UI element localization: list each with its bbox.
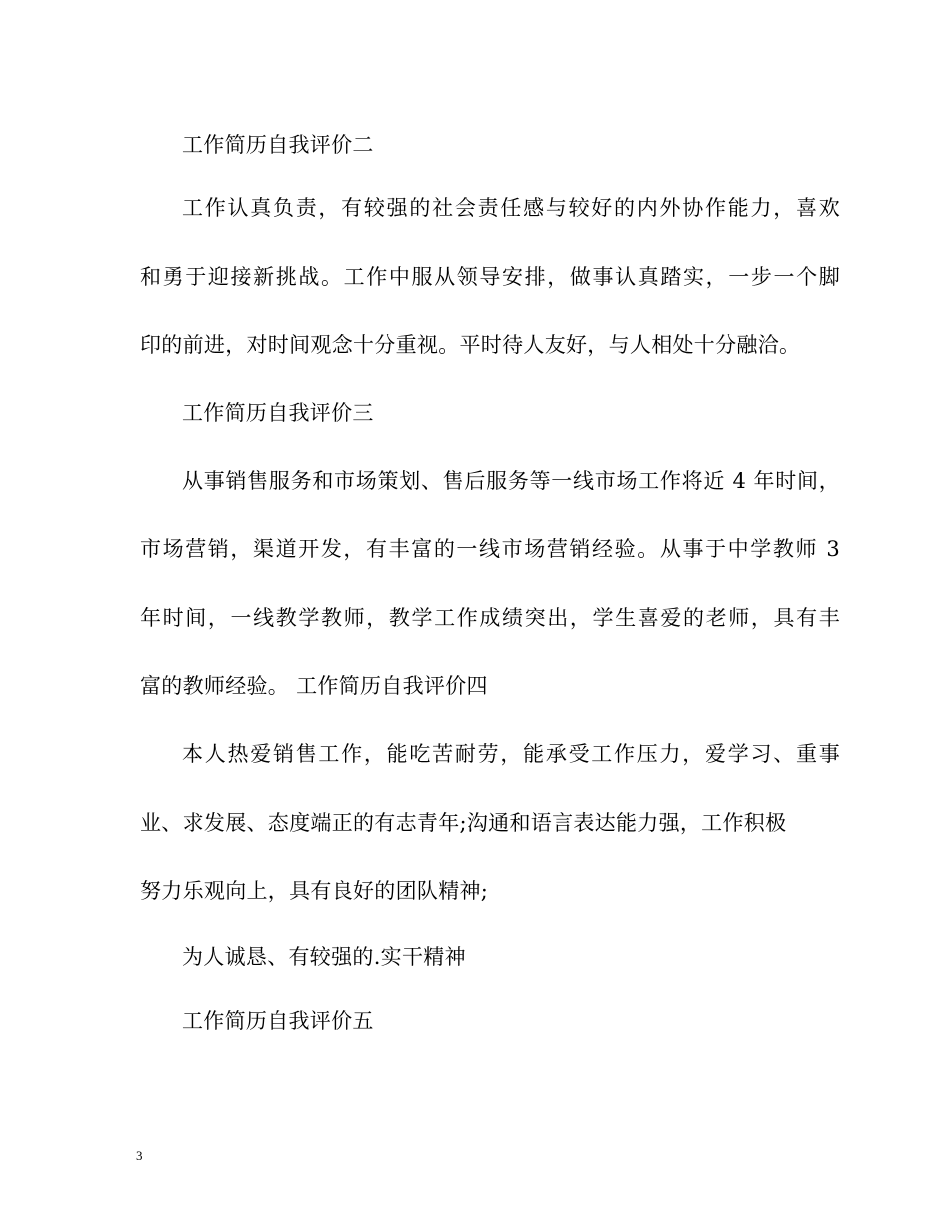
paragraph-line: 业、求发展、态度端正的有志青年;沟通和语言表达能力强，工作积极 [140, 811, 787, 835]
section-heading: 工作简历自我评价三 [182, 401, 374, 425]
paragraph-line: 从事销售服务和市场策划、售后服务等一线市场工作将近 4 年时间， [182, 469, 840, 493]
paragraph-line: 印的前进，对时间观念十分重视。平时待人友好，与人相处十分融洽。 [140, 333, 801, 357]
paragraph-line: 努力乐观向上，具有良好的团队精神; [140, 879, 489, 903]
section-heading: 工作简历自我评价二 [182, 133, 374, 157]
paragraph-line: 工作认真负责，有较强的社会责任感与较好的内外协作能力，喜欢 [182, 196, 840, 220]
paragraph-line: 年时间，一线教学教师，教学工作成绩突出，学生喜爱的老师，具有丰 [140, 606, 840, 630]
section-heading: 工作简历自我评价五 [182, 1009, 374, 1033]
paragraph-line: 市场营销，渠道开发，有丰富的一线市场营销经验。从事于中学教师 3 [140, 537, 840, 561]
paragraph-line: 和勇于迎接新挑战。工作中服从领导安排，做事认真踏实，一步一个脚 [140, 265, 840, 289]
paragraph-line: 为人诚恳、有较强的.实干精神 [182, 945, 466, 969]
paragraph-line: 富的教师经验。 工作简历自我评价四 [140, 674, 488, 698]
page-number: 3 [136, 1148, 143, 1163]
paragraph-line: 本人热爱销售工作，能吃苦耐劳，能承受工作压力，爱学习、重事 [182, 742, 840, 766]
